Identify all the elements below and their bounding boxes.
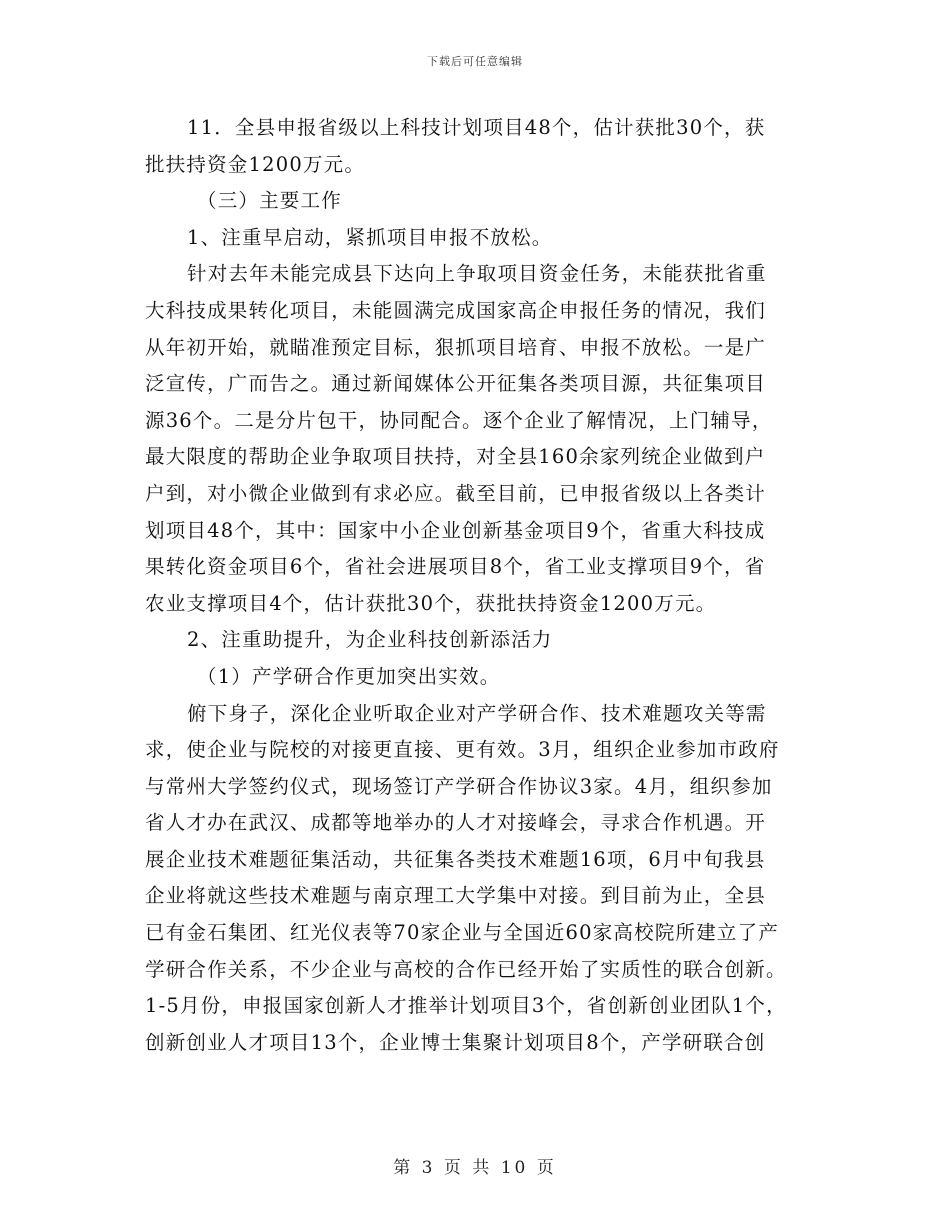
text-line: 展企业技术难题征集活动，共征集各类技术难题16项，6月中旬我县 bbox=[145, 847, 766, 871]
text-line: 户到，对小微企业做到有求必应。截至目前，已申报省级以上各类计 bbox=[145, 481, 767, 505]
text-line: 与常州大学签约仪式，现场签订产学研合作协议3家。4月，组织参加 bbox=[145, 774, 773, 798]
text-line: 果转化资金项目6个，省社会进展项目8个，省工业支撑项目9个，省 bbox=[145, 555, 766, 579]
text-line: 1-5月份，申报国家创新人才推举计划项目3个，省创新创业团队1个， bbox=[145, 994, 787, 1018]
text-line: 省人才办在武汉、成都等地举办的人才对接峰会，寻求合作机遇。开 bbox=[145, 811, 767, 835]
text-line: （1）产学研合作更加突出实效。 bbox=[197, 664, 501, 688]
text-line: 已有金石集团、红光仪表等70家企业与全国近60家高校院所建立了产 bbox=[145, 921, 780, 945]
text-line: 11．全县申报省级以上科技计划项目48个，估计获批30个，获 bbox=[187, 116, 766, 139]
text-line: 批扶持资金1200万元。 bbox=[145, 152, 366, 176]
text-line: 从年初开始，就瞄准预定目标，狠抓项目培育、申报不放松。一是广 bbox=[145, 335, 767, 359]
text-line: 企业将就这些技术难题与南京理工大学集中对接。到目前为止，全县 bbox=[145, 884, 767, 908]
document-body bbox=[145, 110, 805, 1061]
text-line: 最大限度的帮助企业争取项目扶持，对全县160余家列统企业做到户 bbox=[145, 445, 766, 469]
text-line: 2、注重助提升，为企业科技创新添活力 bbox=[187, 628, 553, 652]
page-footer: 第 3 页 共 10 页 bbox=[393, 1158, 557, 1178]
text-line: 大科技成果转化项目，未能圆满完成国家高企申报任务的情况，我们 bbox=[145, 298, 767, 322]
text-line: 俯下身子，深化企业听取企业对产学研合作、技术难题攻关等需 bbox=[187, 701, 767, 725]
text-line: 创新创业人才项目13个，企业博士集聚计划项目8个，产学研联合创 bbox=[145, 1030, 766, 1054]
text-line: （三）主要工作 bbox=[197, 189, 342, 213]
text-line: 划项目48个，其中：国家中小企业创新基金项目9个，省重大科技成 bbox=[145, 518, 766, 542]
text-line: 1、注重早启动，紧抓项目申报不放松。 bbox=[187, 225, 553, 249]
text-line: 学研合作关系，不少企业与高校的合作已经开始了实质性的联合创新。 bbox=[145, 957, 787, 981]
text-line: 针对去年未能完成县下达向上争取项目资金任务，未能获批省重 bbox=[187, 262, 767, 286]
text-line: 求，使企业与院校的对接更直接、更有效。3月，组织企业参加市政府 bbox=[145, 738, 780, 762]
text-line: 源36个。二是分片包干，协同配合。逐个企业了解情况，上门辅导， bbox=[145, 408, 773, 432]
text-line: 农业支撑项目4个，估计获批30个，获批扶持资金1200万元。 bbox=[145, 591, 717, 615]
text-line: 泛宣传，广而告之。通过新闻媒体公开征集各类项目源，共征集项目 bbox=[145, 372, 767, 396]
page-header: 下载后可任意编辑 bbox=[427, 55, 523, 68]
